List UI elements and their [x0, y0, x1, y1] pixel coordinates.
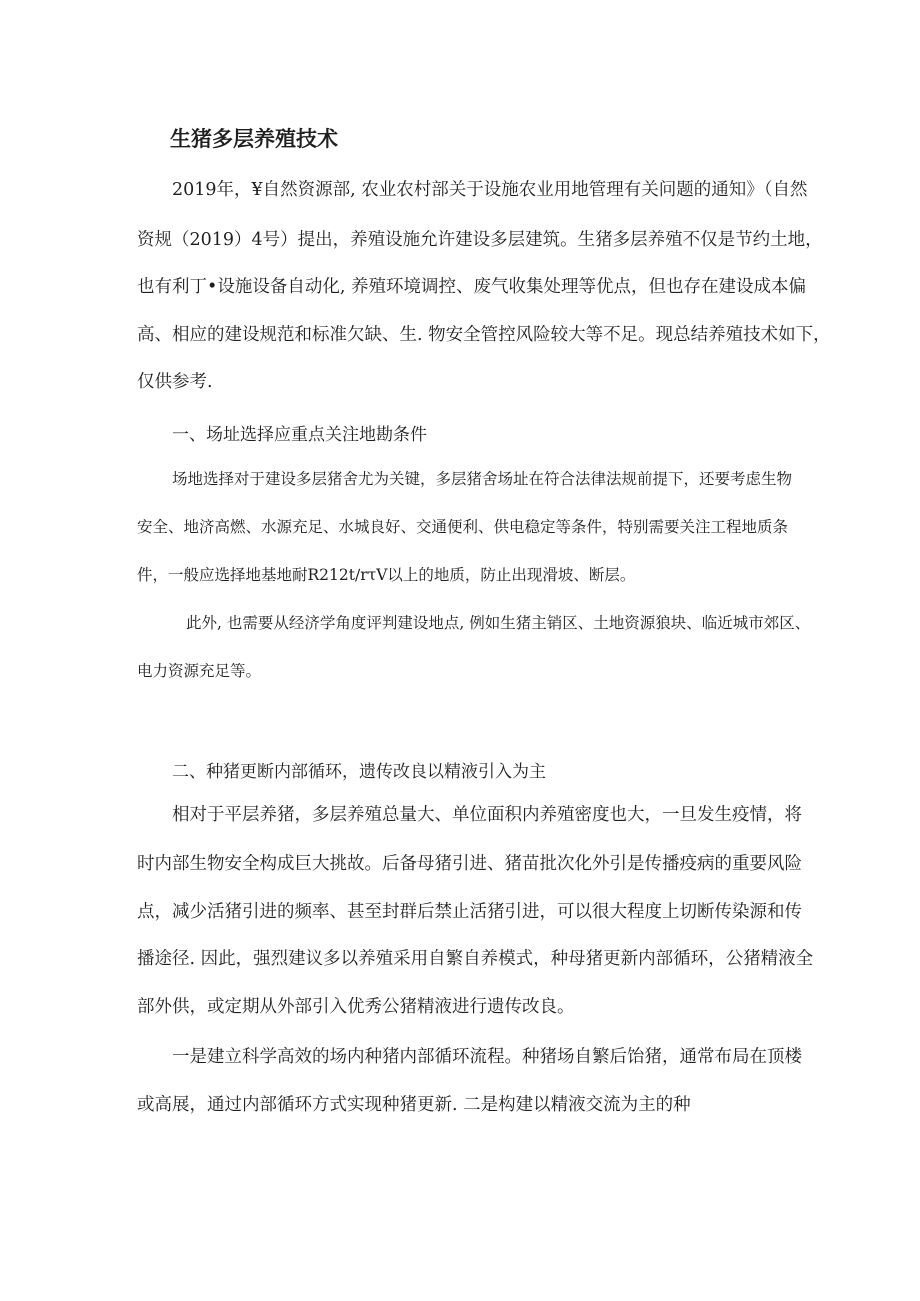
paragraph-line: 相对于平层养猪，多层养殖总量大、单位面积内养殖密度也大，一旦发生疫情，将 [172, 805, 802, 825]
intro-line: 资规（2019）4号）提出，养殖设施允许建设多层建筑。生猪多层养殖不仅是节约土地， [137, 230, 823, 250]
intro-line: 也有利丁•设施设备自动化, 养殖环境调控、废气收集处理等优点，但也存在建设成本偏 [137, 277, 806, 297]
intro-line: 2019年，¥自然资源部, 农业农村部关于设施农业用地管理有关问题的通知》（自然 [172, 180, 808, 200]
paragraph-line: 安全、地济高燃、水源充足、水城良好、交通便利、供电稳定等条件，特别需要关注工程地质条 [137, 518, 789, 536]
section-heading: 二、种猪更断内部循环，遗传改良以精液引入为主 [172, 762, 546, 782]
paragraph-line: 点，减少活猪引进的频率、甚至封群后禁止活猪引进，可以很大程度上切断传染源和传 [137, 902, 802, 922]
paragraph-line: 此外, 也需要从经济学角度评判建设地点, 例如生猪主销区、土地资源狼块、临近城市郊区、 [186, 614, 811, 632]
intro-line: 仅供参考. [137, 372, 213, 392]
document-title: 生猪多层养殖技术 [170, 127, 338, 151]
section-heading: 一、场址选择应重点关注地勘条件 [172, 425, 427, 445]
paragraph-line: 时内部生物安全构成巨大挑故。后备母猪引进、猪苗批次化外引是传播疫病的重要风险 [137, 854, 802, 874]
paragraph-line: 部外供，或定期从外部引入优秀公猪精液进行遗传改良。 [137, 997, 575, 1017]
paragraph-line: 场地选择对于建设多层猪舍尤为关键，多层猪舍场址在符合法律法规前提下，还要考虑生物 [172, 470, 793, 488]
intro-line: 高、相应的建设规范和标准欠缺、生. 物安全管控风险较大等不足。现总结养殖技术如下， [137, 325, 831, 345]
paragraph-line: 播途径. 因此，强烈建议多以养殖采用自繁自养模式，种母猪更新内部循环，公猪精液全 [137, 949, 814, 969]
paragraph-line: 件，一般应选择地基地耐R212t∕rτV以上的地质，防止出现滑坡、断层。 [137, 566, 636, 584]
paragraph-line: 电力资源充足等。 [137, 662, 262, 680]
paragraph-line: 或高展，通过内部循环方式实现种猪更新. 二是构建以精液交流为主的种 [137, 1095, 691, 1115]
paragraph-line: 一是建立科学高效的场内种猪内部循环流程。种猪场自繁后饴猪，通常布局在顶楼 [172, 1047, 802, 1067]
